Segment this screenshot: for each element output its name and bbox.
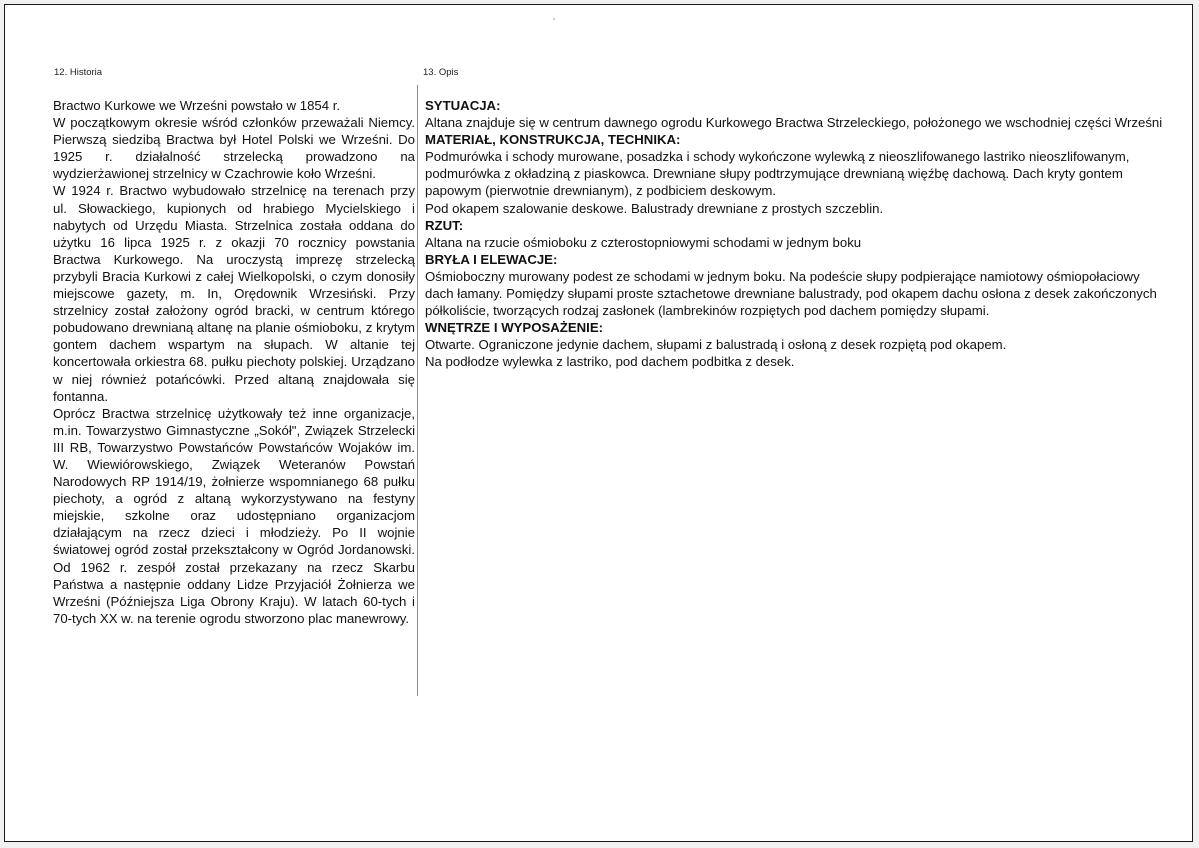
interior-text: Otwarte. Ograniczone jedynie dachem, słupami z balustradą i osłoną z desek rozpiętą pod okapem. bbox=[425, 337, 1007, 353]
interior-heading: WNĘTRZE I WYPOSAŻENIE: bbox=[425, 320, 604, 336]
history-column bbox=[53, 97, 415, 627]
material-heading: MATERIAŁ, KONSTRUKCJA, TECHNIKA: bbox=[425, 132, 681, 148]
plan-text: Altana na rzucie ośmioboku z czterostopniowymi schodami w jednym boku bbox=[425, 234, 862, 250]
history-section-heading: 12. Historia bbox=[54, 67, 103, 78]
massing-text: Ośmioboczny murowany podest ze schodami w jednym boku. Na podeście słupy podpierające namiotowy ośmiopołaciowy dach łamany. Pomiędzy słupami proste sztachetowe drewniane balustrady, pod okapem dachu osłona z desek zakończonych półkoliście, tworzących rodzaj zasłonek (lambrekinów rozpiętych pod dachem pomiędzy słupami. bbox=[425, 268, 1157, 319]
description-section-heading: 13. Opis bbox=[423, 67, 459, 78]
history-paragraph: W 1924 r. Bractwo wybudowało strzelnicę na terenach przy ul. Słowackiego, kupionych od hrabiego Mycielskiego i nabytych od Urzędu Miasta. Strzelnica została oddana do użytku 16 lipca 1925 r. z okazji 70 rocznicy powstania Bractwa Kurkowego. Na uroczystą imprezę strzelecką przybyli Bracia Kurkowi z całej Wielkopolski, o czym donosiły miejscowe gazety, m. In, Orędownik Wrzesiński. Przy strzelnicy został założony ogród bracki, w centrum którego pobudowano drewnianą altanę na planie ośmioboku, z krytym gontem dachem wspartym na słupach. W altanie tej koncertowała orkiestra 68. pułku piechoty polskiej. Urządzano w niej również potańcówki. Przed altaną znajdowała się fontanna. bbox=[53, 183, 415, 404]
plan-heading: RZUT: bbox=[425, 217, 464, 233]
interior-text: Na podłodze wylewka z lastriko, pod dachem podbitka z desek. bbox=[425, 354, 795, 370]
description-column bbox=[425, 97, 1165, 371]
scan-speck bbox=[553, 18, 555, 20]
history-paragraph: W początkowym okresie wśród członków przeważali Niemcy. Pierwszą siedzibą Bractwa był Hotel Polski we Wrześni. Do 1925 r. działalność strzelecką prowadzono na wydzierżawionej strzelnicy w Czachrowie koło Wrześni. bbox=[53, 115, 415, 182]
massing-heading: BRYŁA I ELEWACJE: bbox=[425, 251, 558, 267]
situation-heading: SYTUACJA: bbox=[425, 98, 501, 113]
history-paragraph: Bractwo Kurkowe we Wrześni powstało w 1854 r. bbox=[53, 98, 341, 113]
material-text: Podmurówka i schody murowane, posadzka i schody wykończone wylewką z nieoszlifowanego lastriko nieoszlifowanym, podmurówka z okładziną z piaskowca. Drewniane słupy podtrzymujące drewnianą więźbę dachową. Dach kryty gontem papowym (pierwotnie drewnianym), z podbiciem deskowym. bbox=[425, 149, 1130, 199]
column-divider bbox=[417, 85, 418, 696]
history-paragraph: Oprócz Bractwa strzelnicę użytkowały też inne organizacje, m.in. Towarzystwo Gimnastyczne „Sokół", Związek Strzelecki III RB, Towarzystwo Powstańców Powstańców Wojaków im. W. Wiewiórowskiego, Związek Weteranów Powstań Narodowych RP 1914/19, żołnierze wspomnianego 68 pułku piechoty, a ogród z altaną wykorzystywano na festyny miejskie, szkolne oraz udostępniano organizacjom działającym na rzecz dzieci i młodzieży. Po II wojnie światowej ogród został przekształcony w Ogród Jordanowski. Od 1962 r. zespół został przekazany na rzecz Skarbu Państwa a następnie oddany Lidze Przyjaciół Żołnierza we Wrześni (Późniejsza Liga Obrony Kraju). W latach 60-tych i 70-tych XX w. na terenie ogrodu stworzono plac manewrowy. bbox=[53, 405, 415, 626]
situation-text: Altana znajduje się w centrum dawnego ogrodu Kurkowego Bractwa Strzeleckiego, położonego we wschodniej części Wrześni bbox=[425, 115, 1163, 131]
material-text: Pod okapem szalowanie deskowe. Balustrady drewniane z prostych szczeblin. bbox=[425, 200, 884, 216]
